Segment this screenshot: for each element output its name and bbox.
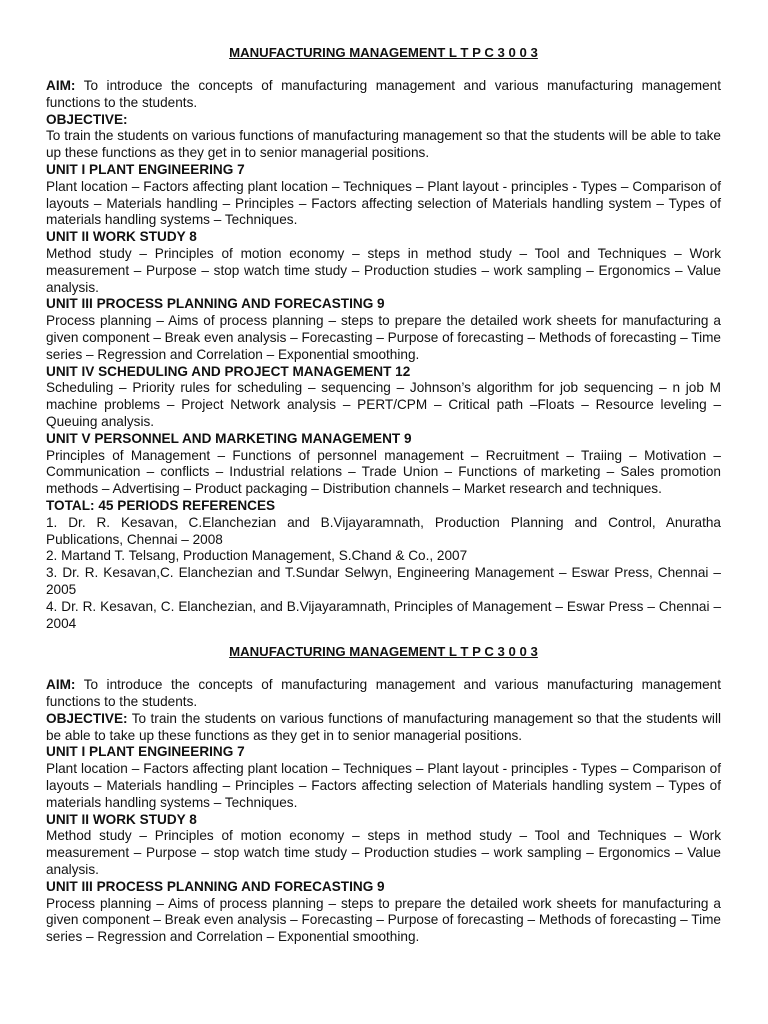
unit-heading: UNIT II WORK STUDY 8 (46, 229, 197, 245)
unit-text: Process planning – Aims of process planning – steps to prepare the detailed work sheets for manufacturing a given component – Break even analysis – Forecasting – Purpose of forecasting – Methods of forecasting – Time series – Regression and Correlation – Exponential smoothing. (46, 313, 721, 362)
unit-text: Plant location – Factors affecting plant location – Techniques – Plant layout - principles - Types – Comparison of layouts – Materials handling – Principles – Factors affecting selection of Materials handling system – Types of materials handling systems – Techniques. (46, 178, 721, 228)
unit-text: Method study – Principles of motion economy – steps in method study – Tool and Techniques – Work measurement – Purpose – stop watch time study – Production studies – work sampling – Ergonomics – Value analysis. (46, 828, 721, 878)
section2-body (46, 677, 721, 946)
aim-text: To introduce the concepts of manufacturing management and various manufacturing management functions to the students. (46, 677, 721, 710)
aim-label: AIM: (46, 677, 76, 693)
reference-item: 1. Dr. R. Kesavan, C.Elanchezian and B.Vijayaramnath, Production Planning and Control, Anuratha Publications, Chennai – 2008 (46, 514, 721, 547)
unit-text: Plant location – Factors affecting plant location – Techniques – Plant layout - principles - Types – Comparison of layouts – Materials handling – Principles – Factors affecting selection of Materials handling system – Types of materials handling systems – Techniques. (46, 761, 721, 810)
spacer (46, 660, 721, 677)
objective-text: To train the students on various functions of manufacturing management so that the students will be able to take up these functions as they get in to senior managerial positions. (46, 128, 721, 161)
objective-label: OBJECTIVE: (46, 111, 128, 127)
section1-title: MANUFACTURING MANAGEMENT L T P C 3 0 0 3 (229, 45, 538, 60)
unit-text: Process planning – Aims of process planning – steps to prepare the detailed work sheets for manufacturing a given component – Break even analysis – Forecasting – Purpose of forecasting – Methods of forecasting – Time series – Regression and Correlation – Exponential smoothing. (46, 895, 721, 945)
unit-heading: UNIT I PLANT ENGINEERING 7 (46, 161, 245, 177)
aim-paragraph (46, 78, 721, 112)
unit-heading: UNIT V PERSONNEL AND MARKETING MANAGEMENT 9 (46, 430, 412, 446)
unit-heading: UNIT III PROCESS PLANNING AND FORECASTING 9 (46, 296, 385, 312)
section2-title: MANUFACTURING MANAGEMENT L T P C 3 0 0 3 (229, 644, 538, 660)
spacer (46, 61, 721, 78)
objective-paragraph (46, 711, 721, 745)
reference-item: 2. Martand T. Telsang, Production Management, S.Chand & Co., 2007 (46, 548, 468, 564)
reference-item: 3. Dr. R. Kesavan,C. Elanchezian and T.Sundar Selwyn, Engineering Management – Eswar Press, Chennai – 2005 (46, 565, 721, 597)
unit-heading: UNIT III PROCESS PLANNING AND FORECASTING 9 (46, 878, 385, 894)
unit-text: Principles of Management – Functions of personnel management – Recruitment – Traiing – Motivation – Communication – conflicts – Industrial relations – Trade Union – Functions of marketing – Sales promotion methods – Advertising – Product packaging – Distribution channels – Market research and techniques. (46, 447, 721, 497)
unit-heading: UNIT II WORK STUDY 8 (46, 811, 197, 827)
section1-body (46, 78, 721, 632)
unit-heading: UNIT IV SCHEDULING AND PROJECT MANAGEMENT 12 (46, 363, 411, 379)
objective-text: To train the students on various functions of manufacturing management so that the students will be able to take up these functions as they get in to senior managerial positions. (46, 710, 721, 743)
reference-item: 4. Dr. R. Kesavan, C. Elanchezian, and B.Vijayaramnath, Principles of Management – Eswar Press – Chennai – 2004 (46, 598, 721, 631)
unit-text: Scheduling – Priority rules for scheduling – sequencing – Johnson’s algorithm for job sequencing – n job M machine problems – Project Network analysis – PERT/CPM – Critical path –Floats – Resource leveling – Queuing analysis. (46, 380, 721, 429)
objective-label: OBJECTIVE: (46, 710, 128, 726)
aim-text: To introduce the concepts of manufacturing management and various manufacturing management functions to the students. (46, 78, 721, 110)
unit-text: Method study – Principles of motion economy – steps in method study – Tool and Techniques – Work measurement – Purpose – stop watch time study – Production studies – work sampling – Ergonomics – Value analysis. (46, 245, 721, 295)
aim-label: AIM: (46, 78, 76, 93)
unit-heading: UNIT I PLANT ENGINEERING 7 (46, 744, 245, 760)
aim-paragraph (46, 677, 721, 711)
total-heading: TOTAL: 45 PERIODS REFERENCES (46, 497, 276, 513)
